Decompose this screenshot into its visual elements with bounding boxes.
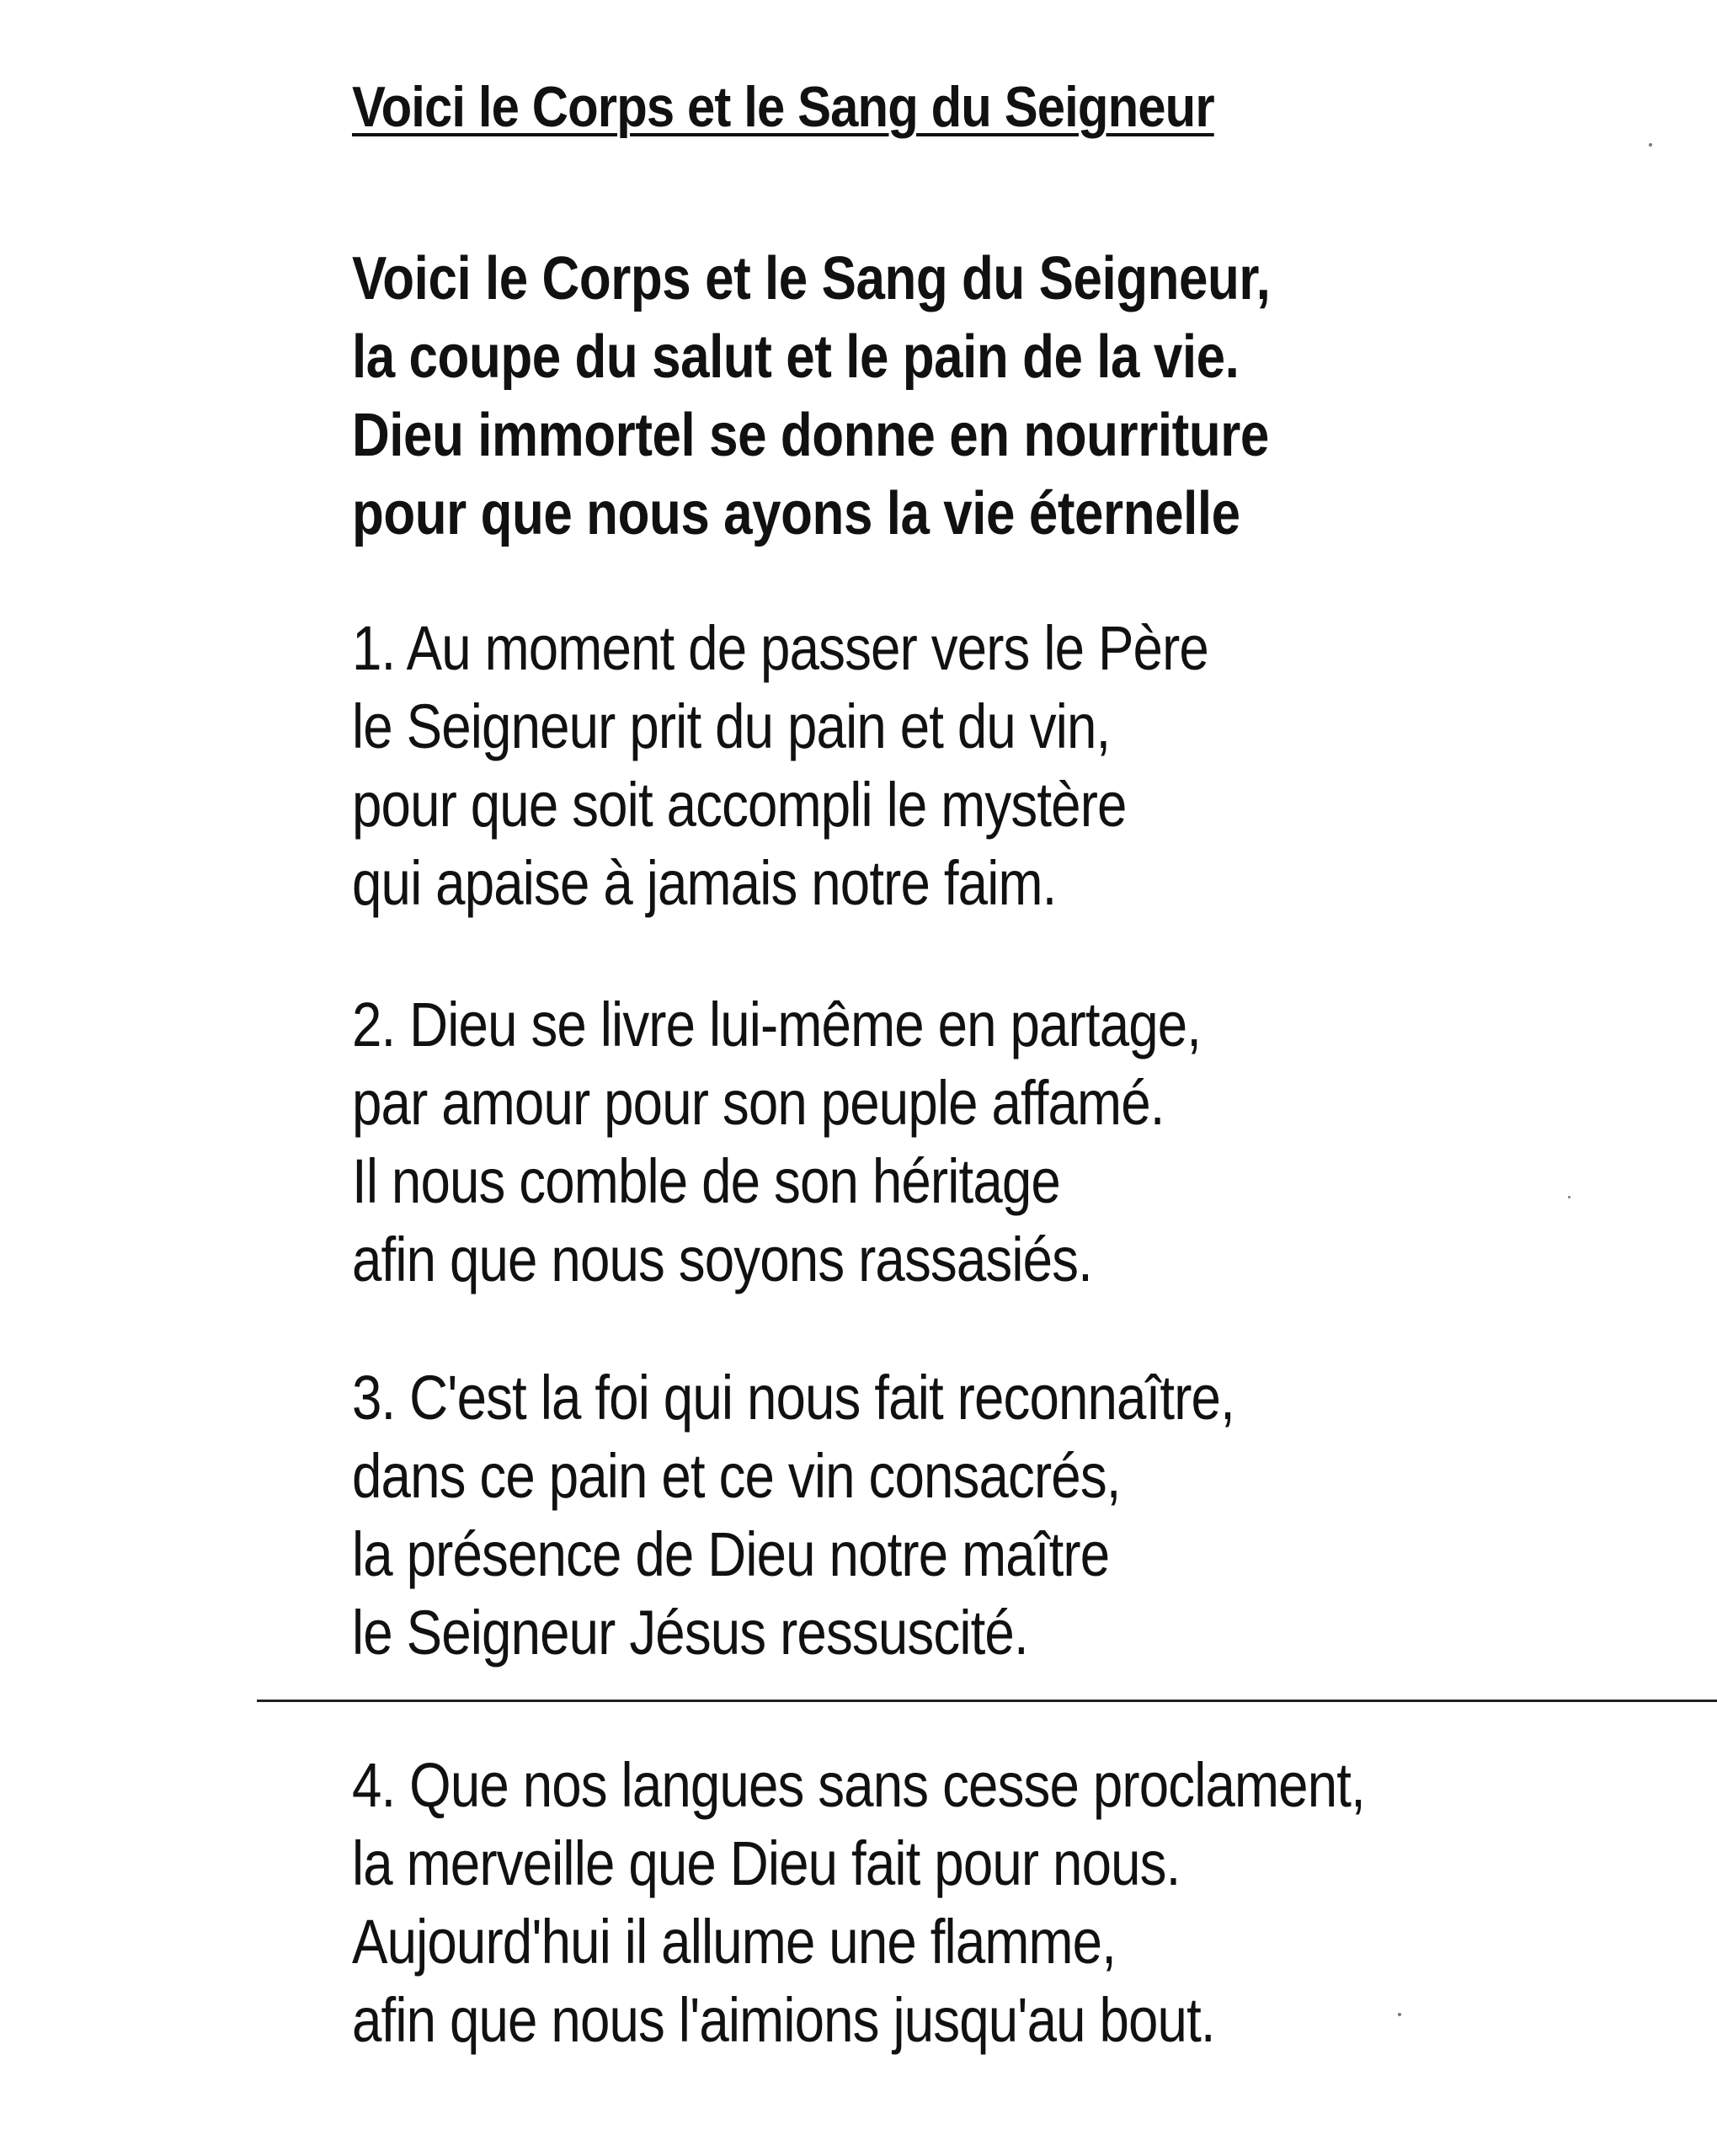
verse-line: dans ce pain et ce vin consacrés, — [352, 1441, 1121, 1511]
verse-line: la présence de Dieu notre maître — [352, 1519, 1110, 1589]
scan-speck — [1398, 2013, 1401, 2016]
refrain-line: pour que nous ayons la vie éternelle — [352, 480, 1240, 547]
verse-line: qui apaise à jamais notre faim. — [352, 848, 1057, 918]
verse-line: le Seigneur Jésus ressuscité. — [352, 1598, 1028, 1668]
refrain-line: Dieu immortel se donne en nourriture — [352, 402, 1269, 469]
verse-line: le Seigneur prit du pain et du vin, — [352, 691, 1111, 761]
verse-line: 3. C'est la foi qui nous fait reconnaître, — [352, 1363, 1234, 1433]
song-title: Voici le Corps et le Sang du Seigneur — [352, 75, 1214, 139]
verse-2 — [352, 985, 1201, 1299]
verse-line: par amour pour son peuple affamé. — [352, 1068, 1165, 1138]
verse-4 — [352, 1746, 1365, 2059]
refrain-line: la coupe du salut et le pain de la vie. — [352, 323, 1240, 391]
verse-line: Il nous comble de son héritage — [352, 1146, 1060, 1216]
verse-line: afin que nous soyons rassasiés. — [352, 1225, 1092, 1294]
verse-line: la merveille que Dieu fait pour nous. — [352, 1828, 1181, 1898]
verse-3 — [352, 1358, 1234, 1672]
verse-line: pour que soit accompli le mystère — [352, 770, 1127, 840]
separator-line — [257, 1700, 1717, 1702]
verse-1 — [352, 609, 1208, 922]
verse-line: 4. Que nos langues sans cesse proclament, — [352, 1750, 1365, 1820]
verse-line: afin que nous l'aimions jusqu'au bout. — [352, 1985, 1215, 2055]
verse-line: 1. Au moment de passer vers le Père — [352, 613, 1208, 683]
refrain-line: Voici le Corps et le Sang du Seigneur, — [352, 245, 1271, 312]
scan-speck — [1568, 1196, 1570, 1198]
verse-line: 2. Dieu se livre lui-même en partage, — [352, 990, 1202, 1059]
refrain — [352, 240, 1270, 553]
scan-speck — [1649, 143, 1652, 147]
verse-line: Aujourd'hui il allume une flamme, — [352, 1907, 1117, 1977]
